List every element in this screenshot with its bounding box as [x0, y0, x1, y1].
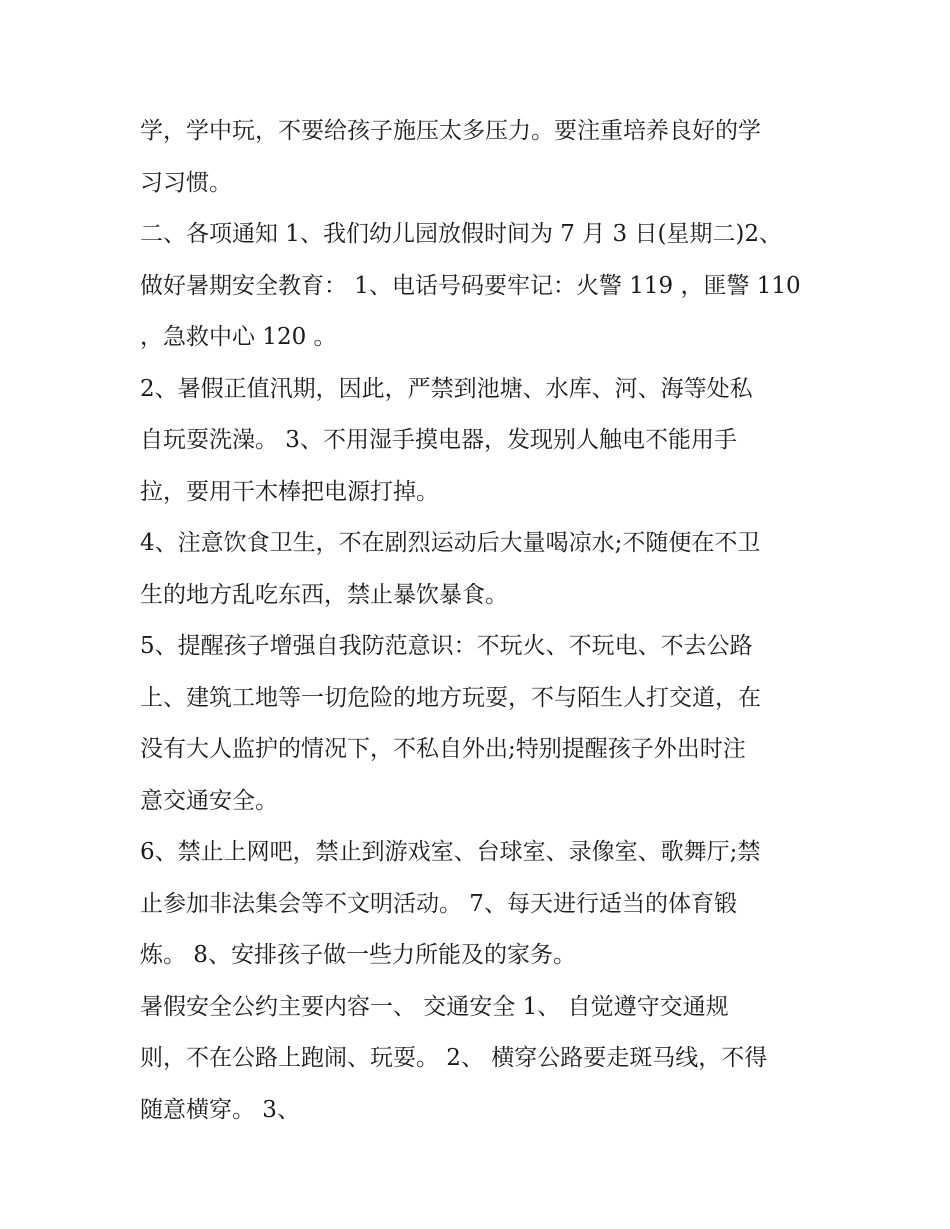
text-line: 拉，要用干木棒把电源打掉。	[140, 478, 439, 505]
text-line: 自玩耍洗澡。 3、不用湿手摸电器，发现别人触电不能用手	[140, 427, 737, 453]
text-line: 炼。 8、安排孩子做一些力所能及的家务。	[140, 942, 576, 968]
text-line: 生的地方乱吃东西，禁止暴饮暴食。	[140, 581, 508, 608]
text-line: 没有大人监护的情况下，不私自外出;特别提醒孩子外出时注	[140, 736, 746, 762]
text-line: 二、各项通知 1、我们幼儿园放假时间为 7 月 3 日(星期二)2、	[140, 221, 783, 247]
text-line: 4、注意饮食卫生，不在剧烈运动后大量喝凉水;不随便在不卫	[140, 530, 761, 556]
text-line: 习习惯。	[140, 169, 232, 196]
text-line: 学，学中玩，不要给孩子施压太多压力。要注重培养良好的学	[140, 118, 761, 144]
text-line: 暑假安全公约主要内容一、 交通安全 1、 自觉遵守交通规	[140, 993, 729, 1020]
text-line: 则，不在公路上跑闹、玩耍。 2、 横穿公路要走斑马线，不得	[140, 1045, 768, 1071]
text-line: 止参加非法集会等不文明活动。 7、每天进行适当的体育锻	[140, 890, 737, 917]
document-body	[140, 106, 820, 1136]
text-line: 做好暑期安全教育： 1、电话号码要牢记：火警 119 ，匪警 110	[140, 272, 801, 299]
text-line: 上、建筑工地等一切危险的地方玩耍，不与陌生人打交道，在	[140, 684, 761, 711]
text-line: ，急救中心 120 。	[140, 324, 337, 350]
text-line: 5、提醒孩子增强自我防范意识：不玩火、不玩电、不去公路	[140, 633, 753, 659]
text-line: 随意横穿。 3、	[140, 1096, 300, 1123]
text-line: 2、暑假正值汛期，因此，严禁到池塘、水库、河、海等处私	[140, 375, 753, 402]
text-line: 意交通安全。	[140, 787, 278, 814]
text-line: 6、禁止上网吧，禁止到游戏室、台球室、录像室、歌舞厅;禁	[140, 839, 761, 865]
